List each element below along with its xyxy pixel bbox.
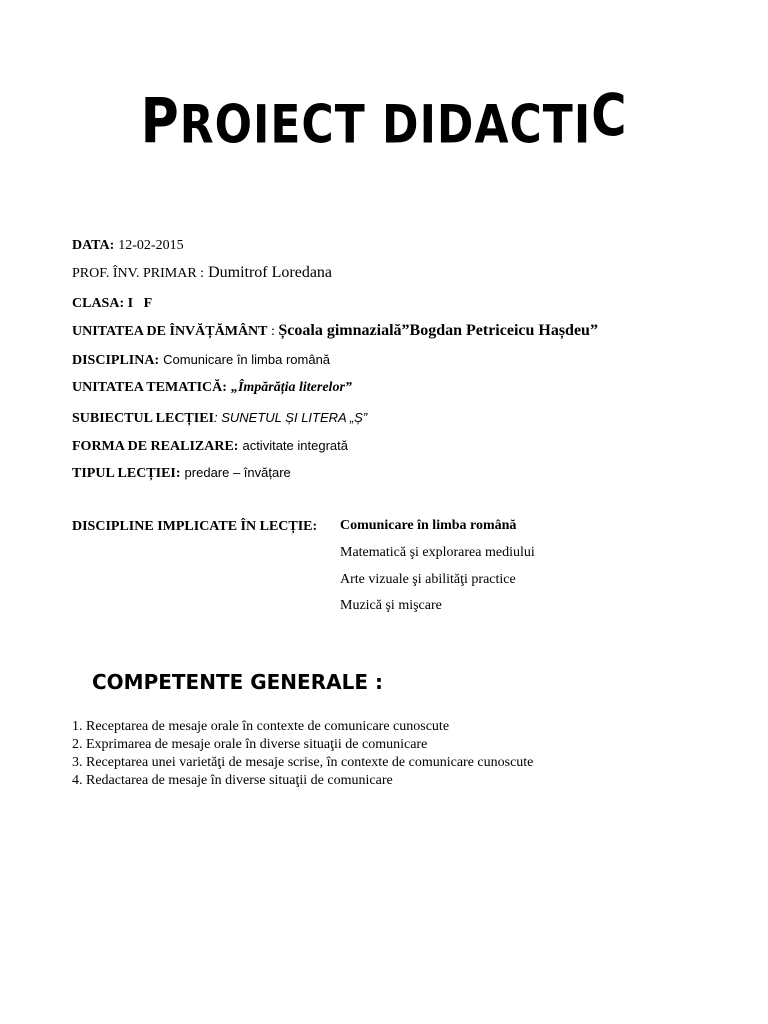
field-subiectul-value: : SUNETUL ȘI LITERA „Ș” [214, 410, 368, 425]
field-tipul-value: predare – învățare [184, 465, 291, 480]
field-prof-label: PROF. ÎNV. PRIMAR : [72, 266, 205, 281]
field-unitatea-tematica [72, 379, 352, 395]
field-disciplina [72, 352, 330, 368]
field-prof-value: Dumitrof Loredana [208, 264, 333, 281]
discipline-item: Muzică şi mişcare [340, 598, 442, 613]
competenta-item: 4. Redactarea de mesaje în diverse situaţii de comunicare [72, 773, 393, 788]
field-unitatea-label: UNITATEA DE ÎNVĂȚĂMÂNT [72, 324, 268, 339]
field-subiectul-label: SUBIECTUL LECȚIEI [72, 411, 215, 426]
field-disciplina-label: DISCIPLINA: [72, 353, 160, 368]
field-unitatea-value: Școala gimnazială”Bogdan Petriceicu Hașdeu” [278, 322, 598, 339]
title-first-letter: P [140, 86, 180, 158]
field-forma-value: activitate integrată [242, 438, 348, 453]
field-clasa-label: CLASA: I F [72, 296, 153, 311]
discipline-item: Arte vizuale şi abilităţi practice [340, 572, 516, 587]
field-data-value: 12-02-2015 [118, 238, 184, 253]
field-data [72, 237, 184, 253]
field-unitatea-sep: : [267, 324, 279, 339]
discipline-label: DISCIPLINE IMPLICATE ÎN LECȚIE: [72, 519, 318, 534]
field-tipul-label: TIPUL LECȚIEI: [72, 466, 181, 481]
document-title-wrap [0, 82, 768, 158]
field-unitatea-tematica-label: UNITATEA TEMATICĂ: [72, 380, 227, 395]
competenta-item: 1. Receptarea de mesaje orale în contexte de comunicare cunoscute [72, 719, 450, 734]
field-tipul [72, 465, 291, 481]
competenta-item: 3. Receptarea unei varietăţi de mesaje scrise, în contexte de comunicare cunoscute [72, 755, 534, 770]
field-clasa [72, 295, 152, 311]
field-disciplina-value: Comunicare în limba română [163, 352, 331, 367]
discipline-item: Comunicare în limba română [340, 518, 517, 533]
title-middle: ROIECT DIDACTI [179, 94, 592, 156]
discipline-item: Matematică şi explorarea mediului [340, 545, 535, 560]
field-unitatea [72, 323, 598, 339]
field-forma [72, 438, 348, 454]
competente-heading: COMPETENTE GENERALE : [92, 670, 383, 694]
competenta-item: 2. Exprimarea de mesaje orale în diverse situaţii de comunicare [72, 737, 428, 752]
field-subiectul [72, 410, 367, 426]
field-prof [72, 265, 332, 281]
field-data-label: DATA: [72, 238, 115, 253]
title-last-letter: C [591, 82, 628, 150]
field-unitatea-tematica-value: „Împărăția literelor” [230, 380, 352, 395]
field-forma-label: FORMA DE REALIZARE: [72, 439, 239, 454]
document-title [140, 82, 628, 158]
